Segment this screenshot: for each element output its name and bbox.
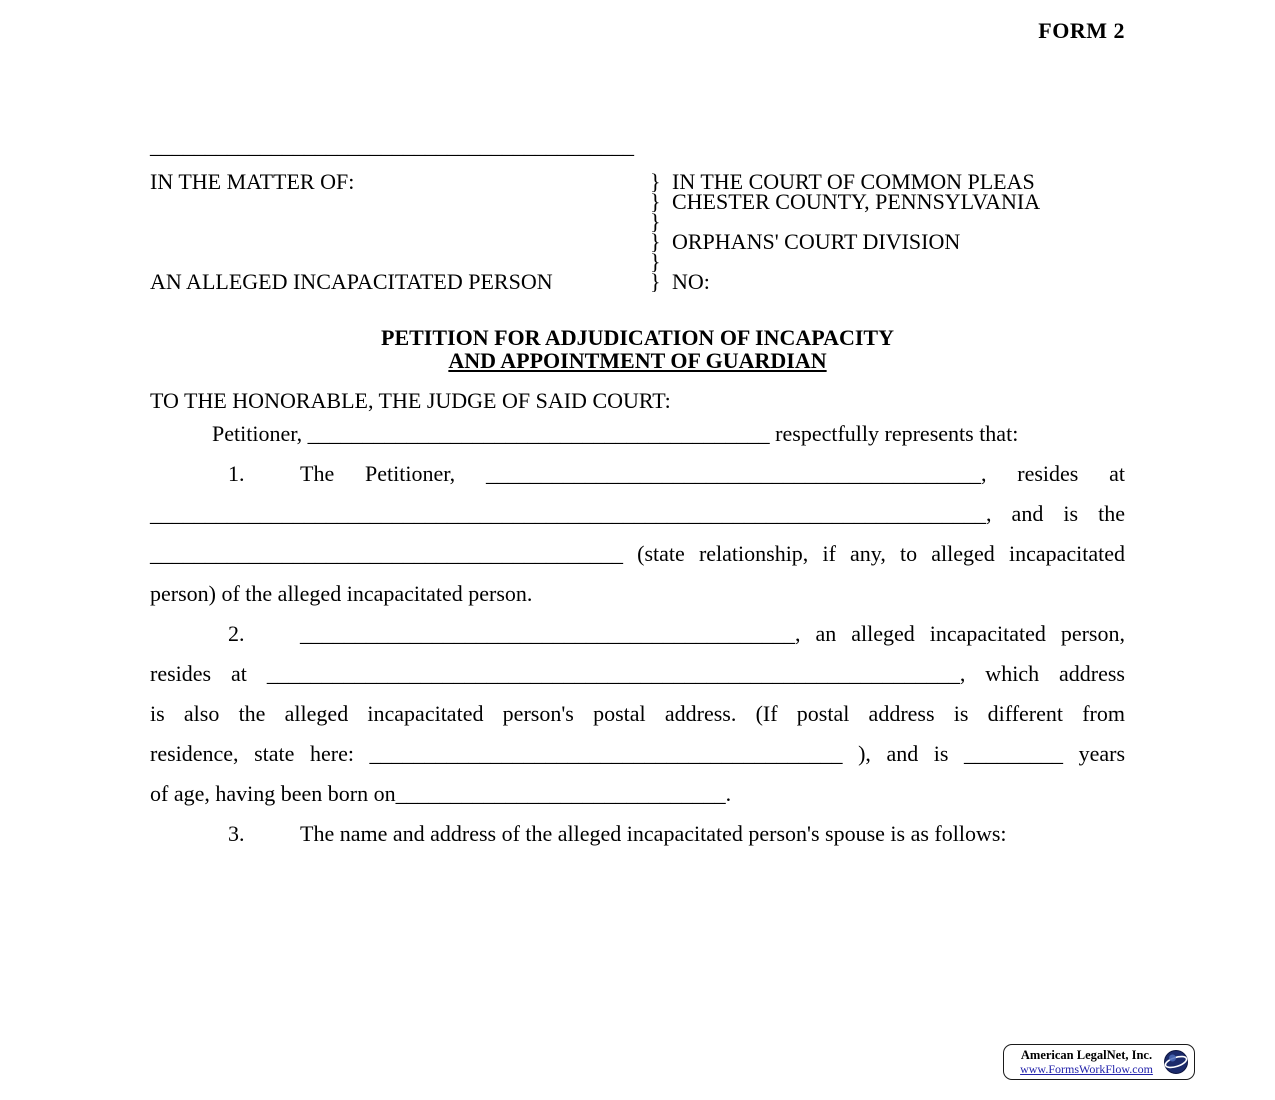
court-name: IN THE COURT OF COMMON PLEAS xyxy=(672,169,1035,194)
para-2-line-3: is also the alleged incapacitated person's postal address. (If postal address is different from xyxy=(150,701,1125,726)
petitioner-full-name-blank: _____________________________________________ xyxy=(485,461,981,486)
formsworkflow-link[interactable]: www.FormsWorkFlow.com xyxy=(1020,1062,1153,1076)
caption-bracket: } xyxy=(650,269,661,294)
spacer-line xyxy=(150,232,650,252)
form-number: FORM 2 xyxy=(1038,18,1125,43)
title-line-2: AND APPOINTMENT OF GUARDIAN xyxy=(448,348,827,373)
caption-rule: ____________________________________________ xyxy=(150,133,634,158)
matter-of-label: IN THE MATTER OF: xyxy=(150,169,355,194)
postal-address-blank: ___________________________________________ xyxy=(369,741,843,766)
para-1-line-3: ___________________________________________ (state relationship, if any, to alleged incapacitated xyxy=(150,541,1125,566)
document-title xyxy=(150,326,1125,372)
intro-line xyxy=(150,414,1125,454)
docket-number-line xyxy=(650,269,1125,294)
petitioner-name-blank: __________________________________________ xyxy=(307,421,770,446)
caption-left-column xyxy=(150,169,650,294)
petition-body xyxy=(150,414,1125,854)
case-caption xyxy=(150,169,1125,294)
age-blank: _________ xyxy=(964,741,1064,766)
para-3-line-1 xyxy=(150,814,1125,854)
para-1-line-1: 1. The Petitioner, _____________________________________________, resides at xyxy=(150,454,1125,494)
caption-right-column xyxy=(650,169,1125,294)
para-2-line-1: 2. _____________________________________________, an alleged incapacitated person, xyxy=(150,614,1125,654)
caption-bracket: } xyxy=(650,209,661,234)
caption-bracket: } xyxy=(650,249,661,274)
birth-date-blank: ______________________________ xyxy=(395,781,726,806)
globe-logo-icon xyxy=(1163,1049,1189,1075)
legalnet-badge-text xyxy=(1014,1048,1159,1076)
incapacitated-person-address-blank: _______________________________________________________________ xyxy=(266,661,960,686)
spacer-line xyxy=(150,192,650,212)
county-name: CHESTER COUNTY, PENNSYLVANIA xyxy=(672,189,1041,214)
para-2-line-2: resides at _______________________________________________________________, which address xyxy=(150,661,1125,686)
caption-bracket: } xyxy=(650,169,661,194)
salutation: TO THE HONORABLE, THE JUDGE OF SAID COURT: xyxy=(150,388,671,413)
party-designation: AN ALLEGED INCAPACITATED PERSON xyxy=(150,269,553,294)
spacer-line xyxy=(150,212,650,232)
relationship-blank: ___________________________________________ xyxy=(150,541,623,566)
bracket-line xyxy=(650,249,1125,274)
intro-pre-text: Petitioner, xyxy=(212,421,308,446)
caption-bracket: } xyxy=(650,189,661,214)
division-name: ORPHANS' COURT DIVISION xyxy=(672,229,961,254)
paragraph-2-number: 2. xyxy=(228,621,245,646)
title-line-1: PETITION FOR ADJUDICATION OF INCAPACITY xyxy=(381,325,894,350)
para-2-line-4: residence, state here: ___________________________________________ ), and is _________ years xyxy=(150,741,1126,766)
incapacitated-person-name-blank: _____________________________________________ xyxy=(300,621,795,646)
american-legalnet-label: American LegalNet, Inc. xyxy=(1020,1048,1153,1062)
paragraph-3-text: The name and address of the alleged incapacitated person's spouse is as follows: xyxy=(300,821,1007,846)
para-1-line-4: person) of the alleged incapacitated person. xyxy=(150,581,533,606)
paragraph-3-number: 3. xyxy=(228,821,245,846)
petitioner-address-blank: ____________________________________________________________________________ xyxy=(150,501,986,526)
intro-post-text: respectfully represents that: xyxy=(769,421,1019,446)
para-1-line-2: ____________________________________________________________________________, and is the xyxy=(150,501,1125,526)
division-line xyxy=(650,229,1125,254)
county-line xyxy=(650,189,1125,214)
docket-number-label: NO: xyxy=(672,269,710,294)
para-2-line-5: of age, having been born on______________________________. xyxy=(150,781,732,806)
legalnet-badge xyxy=(1003,1044,1195,1080)
paragraph-1-number: 1. xyxy=(228,461,245,486)
caption-bracket: } xyxy=(650,229,661,254)
